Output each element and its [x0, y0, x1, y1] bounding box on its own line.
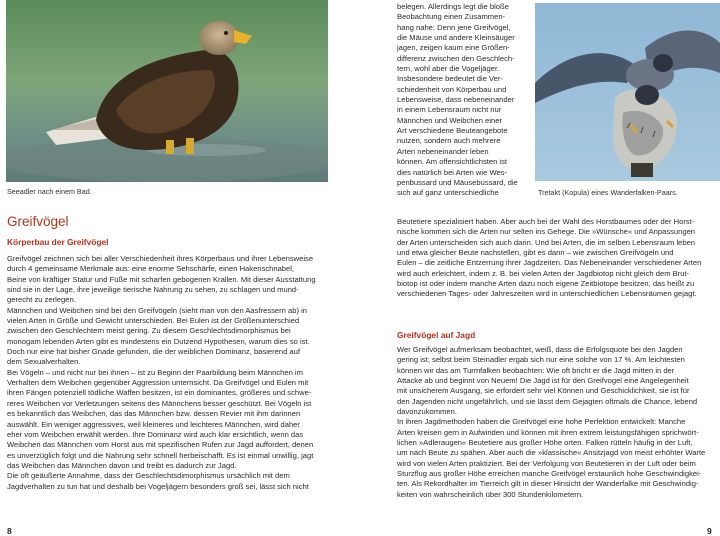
text-line: Beutetiere spezialisiert haben. Aber auch bei der Wahl des Horstbaumes oder der Horst-: [397, 217, 695, 226]
text-line: Attacke ab und beginnt von Neuem! Die Jagd ist für den Greifvogel eine Angelegenheit: [397, 376, 689, 386]
section-heading-jagd: Greifvögel auf Jagd: [397, 330, 476, 340]
text-line: Insbesondere bedeutet die Ver-: [397, 74, 503, 84]
text-line: Arten kreisen gern in Aufwinden und können mit ihren extrem leistungsfähigen sprichwört-: [397, 427, 699, 437]
text-line: keiten von wahrscheinlich über 300 Stundenkilometern.: [397, 489, 584, 499]
text-line: dies natürlich bei Arten wie Wes-: [397, 167, 508, 177]
text-line: Verhalten dem Weibchen gegenüber Aggression unternsicht. Da Greifvögel und Eulen mit: [7, 378, 309, 388]
text-line: Beine von kräftiger Statur und Füße mit scharfen gebogenen Krallen. Mit dieser Ausstattung: [7, 274, 316, 284]
text-line: Männchen und Weibchen sind bei den Greifvögeln (sieht man von den Aasfressern ab) in: [7, 305, 307, 315]
text-line: lichen »Adleraugen« Beutetiere aus großer Höhe orten. Falken rütteln häufig in der Luft,: [397, 438, 693, 448]
text-line: die Mäuse und andere Kleinsäuger: [397, 33, 515, 43]
right-photo-caption: Tretakt (Kopula) eines Wanderfalken-Paars.: [538, 188, 678, 197]
text-line: In ihren Jagdmethoden haben die Greifvögel eine hohe Perfektion entwickelt: Manche: [397, 417, 686, 427]
sea-eagle-photo: [6, 0, 328, 182]
text-line: Die oft geäußerte Annahme, dass der Geschlechtsdimorphismus ursächlich mit dem: [7, 471, 290, 481]
page-number-right: 9: [707, 526, 712, 536]
text-line: Beobachtung einen Zusammen-: [397, 12, 506, 22]
text-line: zwischen den Geschlechtern meist gering. Zu diesem Geschlechtsdimorphismus bei: [7, 326, 291, 336]
text-line: in einem Lebensraum nicht nur: [397, 105, 502, 115]
peregrine-falcon-photo: [535, 3, 720, 181]
text-line: gerecht zu zerlegen.: [7, 295, 76, 305]
text-line: und etwa gleicher Beute nachstellen, gibt es dann – wie zwischen Greifvögeln und: [397, 248, 674, 258]
text-line: Wer Greifvögel aufmerksam beobachtet, weiß, dass die Erfolgsquote bei den Jagden: [397, 345, 683, 354]
text-line: reres Weibchen vor Verletzungen seitens des Männchens besser geschützt. Bei Vögeln ist: [7, 398, 312, 408]
text-line: Art verschiedene Beuteangebote: [397, 126, 508, 136]
text-line: Männchen und Weibchen einer: [397, 115, 502, 125]
text-line: davonzukommen.: [397, 407, 457, 417]
text-line: verschiedenen Tages- oder Jahreszeiten wird in unterschiedlichen Lebensräumen gejagt.: [397, 289, 697, 299]
text-line: schiedenheit von Körperbau und: [397, 84, 507, 94]
text-line: Doch nur eine hat bisher Gnade gefunden, die der weiblichen Dominanz, basierend auf: [7, 347, 300, 357]
text-line: Greifvögel zeichnen sich bei aller Verschiedenheit ihres Körperbaus und ihrer Lebensweise: [7, 254, 314, 263]
text-line: eher vom Weibchen erwählt werden. Ihre Dominanz wird auch klar ersichtlich, wenn das: [7, 429, 304, 439]
text-line: es unverzüglich folgt und die Nahrung sehr schnell herbeischafft. Es ist einmal unwillig, jagt: [7, 450, 314, 460]
text-line: Sturzflug aus großer Höhe erreichen manche Greifvögel erstaunlich hohe Geschwindigkei-: [397, 469, 702, 479]
hunt-body-text: [397, 345, 719, 500]
page-title: Greifvögel: [7, 214, 69, 229]
section-heading-koerperbau: Körperbau der Greifvögel: [7, 237, 109, 247]
text-line: differenz zwischen den Geschlech-: [397, 53, 515, 63]
right-wide-text: [397, 217, 715, 300]
text-line: penbussard und Mäusebussard, die: [397, 177, 518, 187]
text-line: Arten nebeneinander leben: [397, 146, 489, 156]
text-line: wird von vielen Arten praktiziert. Bei der Verfolgung von Beutetieren in der Luft oder beim: [397, 458, 696, 468]
text-line: gering ist; selbst beim Steinadler ergab sich nur eine solche von 17 %. Am leichtesten: [397, 355, 685, 365]
text-line: monogam lebenden Arten gibt es mindestens ein Dutzend Hypothesen, warum dies so ist.: [7, 336, 310, 346]
text-line: durch 4 gemeinsame Merkmale aus: eine enorme Sehschärfe, einen Hakenschnabel,: [7, 264, 295, 274]
text-line: Jagdverhalten zu tun hat und deshalb bei Vogeljägern besonders groß sei, lässt sich nicht: [7, 481, 309, 491]
text-line: dem Sexualverhalten.: [7, 357, 81, 367]
text-line: sind sie in der Lage, ihre jeweilige tierische Nahrung zu sehen, zu schlagen und mund-: [7, 285, 299, 295]
text-line: den Jagenden nicht ungefährlich, und sie lässt dem Gejagten oftmals die Chance, lebend: [397, 396, 698, 406]
text-line: nutzen, sondern auch mehrere: [397, 136, 501, 146]
text-line: mit unsicherem Ausgang, sie erfordert sehr viel Können und Geschicklichkeit, sie ist für: [397, 386, 690, 396]
right-narrow-column-text: [397, 2, 532, 199]
text-line: um nach Beute zu spähen. Aber auch die »klassische« Ansitzjagd von meist erhöhter Warte: [397, 448, 706, 458]
text-line: auswählt. Ein weniger aggressives, weil kleineres und leichteres Männchen, wird daher: [7, 419, 300, 429]
left-body-text: [7, 254, 337, 492]
page-number-left: 8: [7, 526, 12, 536]
text-line: belegen. Allerdings legt die bloße: [397, 2, 509, 11]
text-line: sich auf ganz unterschiedliche: [397, 188, 499, 198]
left-photo-caption: Seeadler nach einem Bad.: [7, 187, 92, 196]
text-line: wird auch erleichtert, indem z. B. bei vielen Arten der Jagdbiotop nicht gleich dem Brut-: [397, 268, 690, 278]
text-line: können wir das am Turmfalken beobachten: Wie oft bricht er die Jagd mitten in der: [397, 365, 675, 375]
text-line: ten. Als Rekordhalter im Tierreich gilt in dieser Hinsicht der Wanderfalke mit Geschwindig-: [397, 479, 699, 489]
text-line: Eulen – die zeitliche Entzerrung ihrer Jagdzeiten. Das Nebeneinander verschiedener Arten: [397, 258, 702, 268]
text-line: biotop ist oder indem manche Arten dazu noch eigene Zeitbiotope besitzen, das heißt zu: [397, 279, 695, 289]
text-line: ihren Fängen potenziell tödliche Waffen besitzen, ist ein dominantes, größeres und schwe-: [7, 388, 312, 398]
text-line: es bekanntlich das Weibchen, das das Männchen bzw. dessen Revier mit ihm darinnen: [7, 409, 301, 419]
text-line: das Weibchen das Männchen davon und treibt es dadurch zur Jagd.: [7, 460, 237, 470]
text-line: nische kommen sich die Arten nur selten ins Gehege. Die »Wünsche« und Anpassungen: [397, 227, 696, 237]
text-line: Weibchen das Männchen vom Horst aus mit spezifischen Rufen zur Jagd auffordert, denen: [7, 440, 314, 450]
text-line: tern, wohl aber die Vogeljäger.: [397, 64, 500, 74]
text-line: jagen, zeigen kaum eine Größen-: [397, 43, 510, 53]
text-line: hang nahe: Denn jene Greifvögel,: [397, 22, 511, 32]
text-line: vielen Arten in Größe und Gewicht unterschieden. Bei Eulen ist der Größenunterschied: [7, 316, 300, 326]
text-line: Bei Vögeln – und nicht nur bei ihnen – ist zu Beginn der Paarbildung beim Männchen im: [7, 367, 303, 377]
text-line: der Arten unterscheiden sich auch darin. Und bei Arten, die im selben Lebensraum leben: [397, 237, 696, 247]
text-line: Lebensweise, dass nebeneinander: [397, 95, 515, 105]
text-line: können. Am offensichtlichsten ist: [397, 157, 508, 167]
